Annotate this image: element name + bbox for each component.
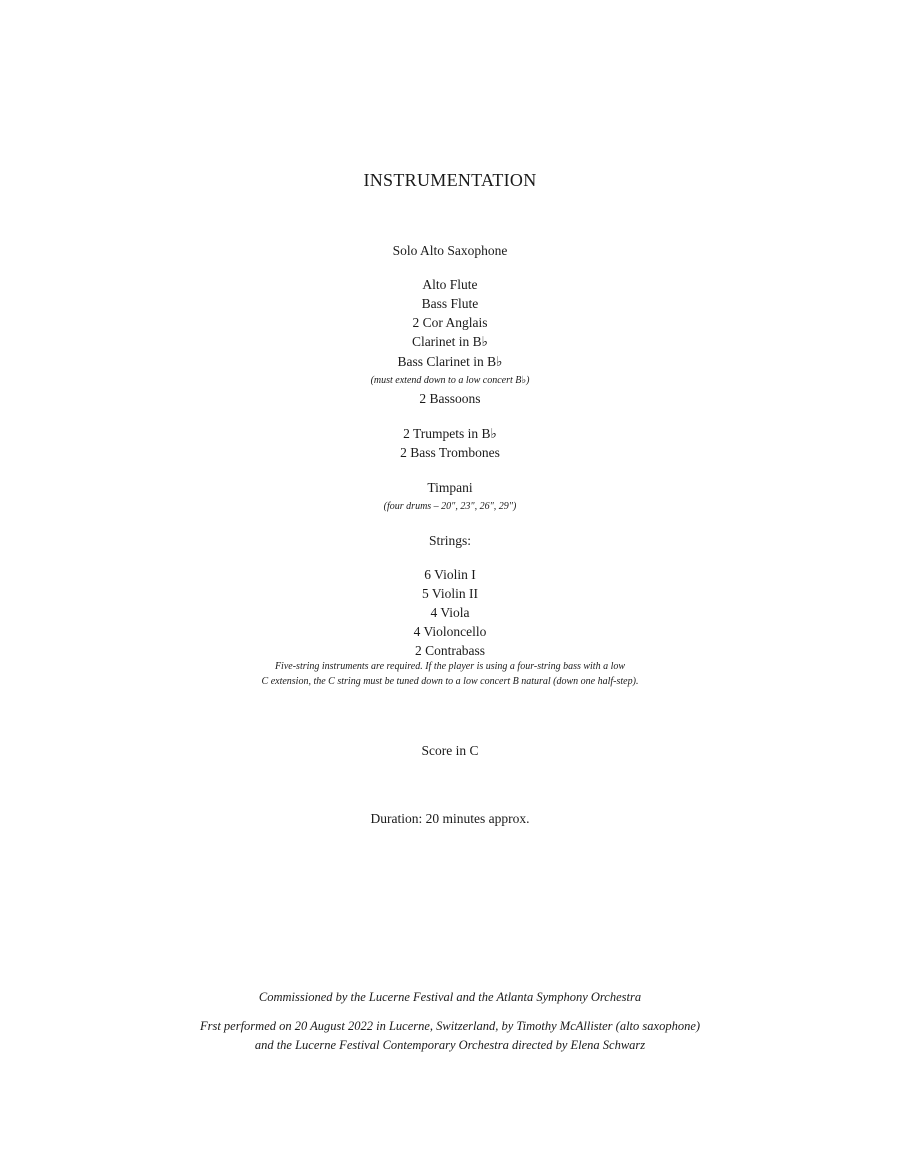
instrument-bassoons: 2 Bassoons <box>419 391 481 406</box>
commission-credit: Commissioned by the Lucerne Festival and the Atlanta Symphony Orchestra <box>258 990 642 1004</box>
page-title: INSTRUMENTATION <box>363 170 537 190</box>
contrabass-note-line-1: Five-string instruments are required. If the player is using a four-string bass with a low <box>274 661 626 672</box>
contrabass-note-line-2: C extension, the C string must be tuned down to a low concert B natural (down one half-step). <box>261 676 639 687</box>
duration: Duration: 20 minutes approx. <box>370 811 530 826</box>
score-note: Score in C <box>421 743 479 758</box>
instrument-violoncello: 4 Violoncello <box>413 624 487 639</box>
premiere-line-2: and the Lucerne Festival Contemporary Orchestra directed by Elena Schwarz <box>254 1038 646 1052</box>
instrument-timpani: Timpani <box>427 480 473 495</box>
instrument-bass-flute: Bass Flute <box>421 296 479 311</box>
soloist-line: Solo Alto Saxophone <box>392 243 508 258</box>
instrument-violin-1: 6 Violin I <box>424 567 476 582</box>
instrument-clarinet: Clarinet in B♭ <box>411 334 489 349</box>
instrument-cor-anglais: 2 Cor Anglais <box>412 315 488 330</box>
timpani-note: (four drums – 20", 23", 26", 29") <box>383 501 517 512</box>
instrument-violin-2: 5 Violin II <box>422 586 478 601</box>
instrument-bass-clarinet: Bass Clarinet in B♭ <box>397 354 503 369</box>
premiere-line-1: Frst performed on 20 August 2022 in Lucerne, Switzerland, by Timothy McAllister (alto saxophone) <box>199 1019 701 1033</box>
instrument-alto-flute: Alto Flute <box>422 277 478 292</box>
instrument-viola: 4 Viola <box>430 605 470 620</box>
instrument-contrabass: 2 Contrabass <box>414 643 486 658</box>
bass-clarinet-note: (must extend down to a low concert B♭) <box>370 375 530 386</box>
instrument-bass-trombones: 2 Bass Trombones <box>400 445 500 460</box>
strings-heading: Strings: <box>428 533 471 548</box>
instrument-trumpets: 2 Trumpets in B♭ <box>403 426 497 441</box>
